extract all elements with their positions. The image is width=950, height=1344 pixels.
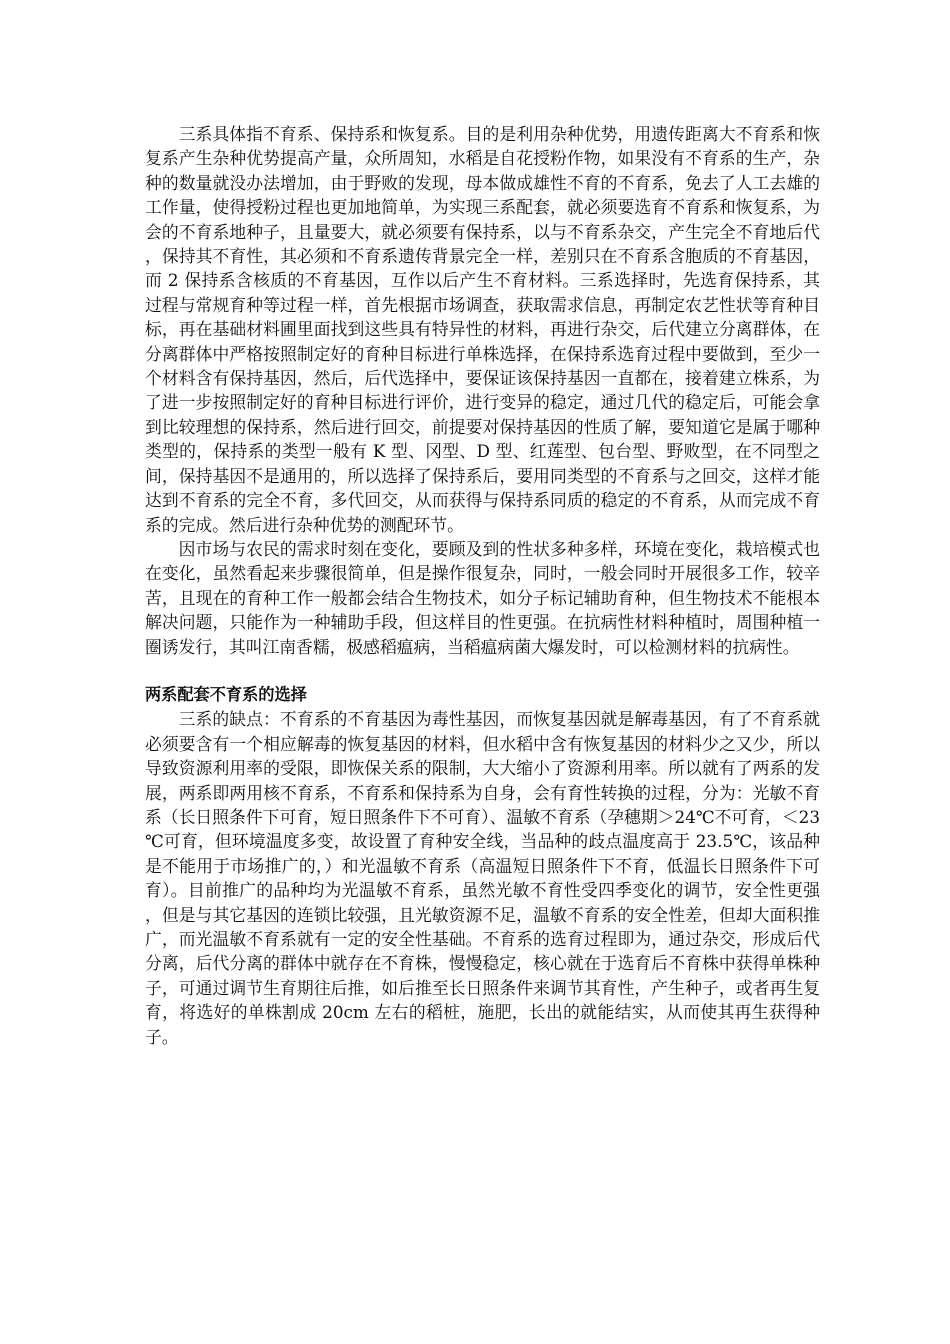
body-paragraph: 因市场与农民的需求时刻在变化，要顾及到的性状多种多样，环境在变化，栽培模式也在变化，虽然看起来步骤很简单，但是操作很复杂，同时，一般会同时开展很多工作，较辛苦，且现在的育种工作一般都会结合生物技术，如分子标记辅助育种，但生物技术不能根本解决问题，只能作为一种辅助手段，但这样目的性更强。在抗病性材料种植时，周围种植一圈诱发行，其叫江南香糯，极感稻瘟病，当稻瘟病菌大爆发时，可以检测材料的抗病性。	[145, 538, 820, 657]
body-paragraph: 三系的缺点：不育系的不育基因为毒性基因，而恢复基因就是解毒基因，有了不育系就必须要含有一个相应解毒的恢复基因的材料，但水稻中含有恢复基因的材料少之又少，所以导致资源利用率的受限，即恢保关系的限制，大大缩小了资源利用率。所以就有了两系的发展，两系即两用核不育系，不育系和保持系为自身，会有育性转换的过程，分为：光敏不育系（长日照条件下可育，短日照条件下不可育）、温敏不育系（孕穗期＞24℃不可育，＜23℃可育，但环境温度多变，故设置了育种安全线，当品种的歧点温度高于 23.5℃，该品种是不能用于市场推广的，）和光温敏不育系（高温短日照条件下不育，低温长日照条件下可育）。目前推广的品种均为光温敏不育系，虽然光敏不育性受四季变化的调节，安全性更强，但是与其它基因的连锁比较强，且光敏资源不足，温敏不育系的安全性差，但却大面积推广，而光温敏不育系就有一定的安全性基础。不育系的选育过程即为，通过杂交，形成后代分离，后代分离的群体中就存在不育株，慢慢稳定，核心就在于选育后不育株中获得单株种子，可通过调节生育期往后推，如后推至长日照条件来调节其育性，产生种子，或者再生复育，将选好的单株割成 20cm 左右的稻桩，施肥，长出的就能结实，从而使其再生获得种子。	[145, 709, 820, 1047]
document-page	[145, 122, 820, 1049]
paragraph-spacer	[145, 659, 820, 683]
section-heading: 两系配套不育系的选择	[145, 684, 307, 704]
body-paragraph: 三系具体指不育系、保持系和恢复系。目的是利用杂种优势，用遗传距离大不育系和恢复系产生杂种优势提高产量，众所周知，水稻是自花授粉作物，如果没有不育系的生产，杂种的数量就没办法增加，由于野败的发现，母本做成雄性不育的不育系，免去了人工去雄的工作量，使得授粉过程也更加地简单，为实现三系配套，就必须要选育不育系和恢复系，为会的不育系地种子，且量要大，就必须要有保持系，以与不育系杂交，产生完全不育地后代，保持其不育性，其必须和不育系遗传背景完全一样，差别只在不育系含胞质的不育基因，而 2 保持系含核质的不育基因，互作以后产生不育材料。三系选择时，先选育保持系，其过程与常规育种等过程一样，首先根据市场调查，获取需求信息，再制定农艺性状等育种目标，再在基础材料圃里面找到这些具有特异性的材料，再进行杂交，后代建立分离群体，在分离群体中严格按照制定好的育种目标进行单株选择，在保持系选育过程中要做到，至少一个材料含有保持基因，然后，后代选择中，要保证该保持基因一直都在，接着建立株系，为了进一步按照制定好的育种目标进行评价，进行变异的稳定，通过几代的稳定后，可能会拿到比较理想的保持系，然后进行回交，前提要对保持基因的性质了解，要知道它是属于哪种类型的，保持系的类型一般有 K 型、冈型、D 型、红莲型、包台型、野败型，在不同型之间，保持基因不是通用的，所以选择了保持系后，要用同类型的不育系与之回交，这样才能达到不育系的完全不育，多代回交，从而获得与保持系同质的稳定的不育系，从而完成不育系的完成。然后进行杂种优势的测配环节。	[145, 124, 820, 535]
